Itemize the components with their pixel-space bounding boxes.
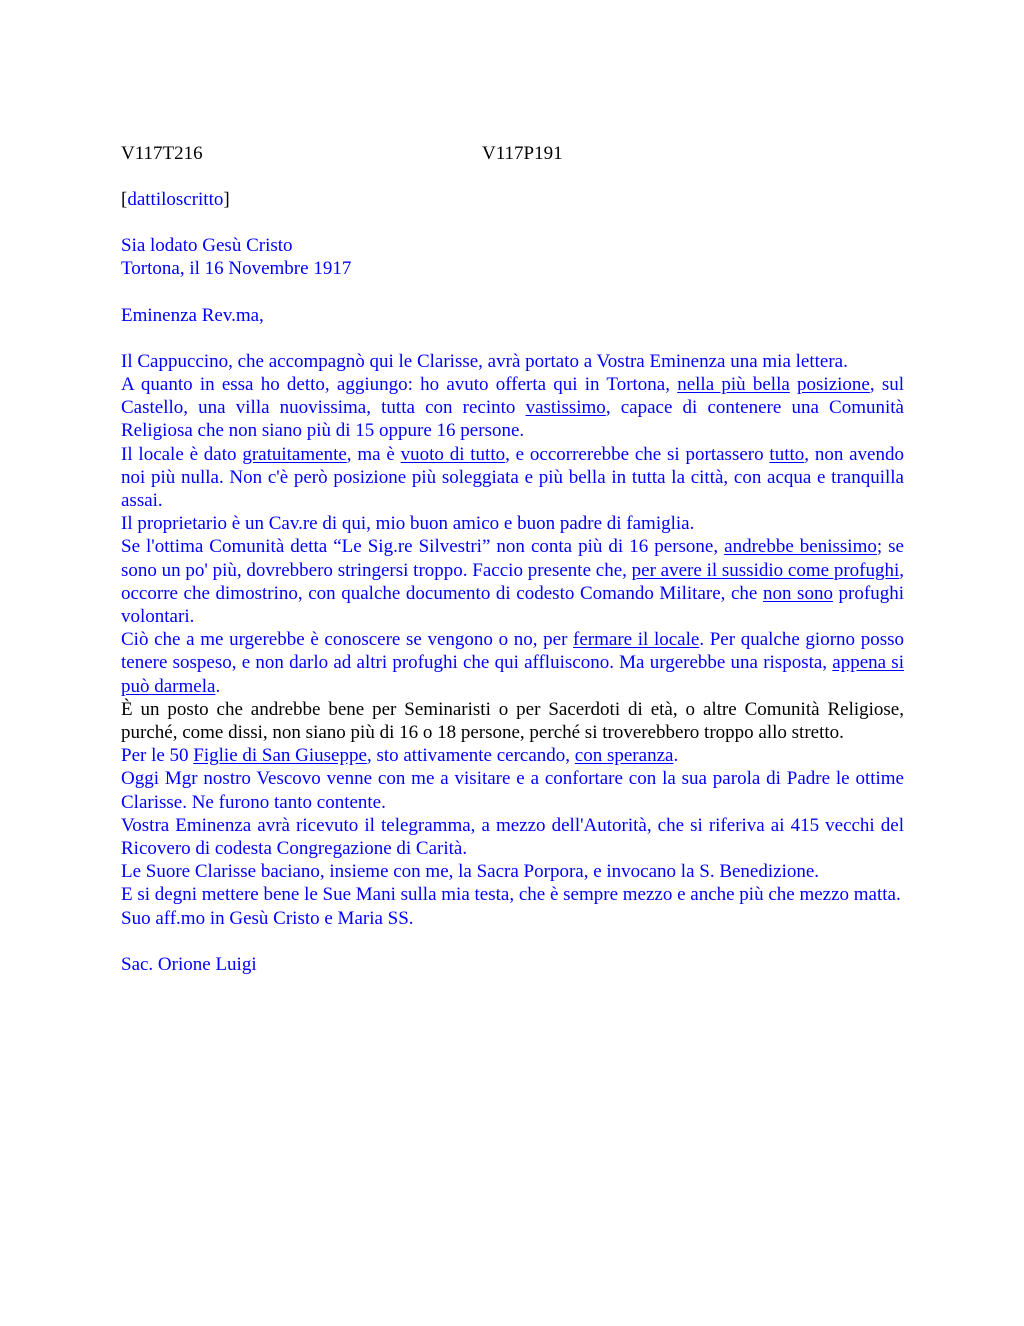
text-run: , sto attivamente cercando,	[366, 745, 575, 767]
underlined-text: andrebbe benissimo	[724, 536, 877, 558]
greeting: Eminenza Rev.ma,	[121, 304, 264, 326]
underlined-text: tutto	[769, 443, 805, 465]
place-date-line: Tortona, il 16 Novembre 1917	[121, 258, 352, 280]
underlined-text: vuoto di tutto	[400, 443, 506, 465]
paragraph-10: Vostra Eminenza avrà ricevuto il telegramma, a mezzo dell'Autorità, che si riferiva ai 415 vecchi del Ricovero di codesta Congregazione di Carità.	[121, 814, 904, 860]
note-close-bracket: ]	[223, 189, 230, 210]
paragraph-2	[121, 373, 904, 443]
text-run: profughi volontari.	[121, 582, 904, 628]
underlined-text: per avere il sussidio come profughi	[631, 559, 900, 581]
salutation-line: Sia lodato Gesù Cristo	[121, 235, 293, 257]
letter-heading	[121, 234, 904, 280]
note-open-bracket: [	[121, 189, 128, 210]
text-run: Per le 50	[121, 745, 194, 767]
underlined-text: con speranza	[574, 745, 674, 767]
paragraph-9: Oggi Mgr nostro Vescovo venne con me a visitare e a confortare con la sua parola di Padre le ottime Clarisse. Ne furono tanto contente.	[121, 768, 904, 813]
text-run: ; se sono un po' più, dovrebbero stringersi troppo. Faccio presente che,	[121, 536, 904, 581]
text-run: A quanto in essa ho detto, aggiungo: ho avuto offerta qui in Tortona,	[121, 374, 678, 396]
paragraph-1: Il Cappuccino, che accompagnò qui le Clarisse, avrà portato a Vostra Eminenza una mia lettera.	[121, 350, 848, 372]
text-run: , ma è	[346, 443, 401, 465]
underlined-text: appena si può darmela	[121, 652, 904, 697]
paragraph-7: È un posto che andrebbe bene per Seminaristi o per Sacerdoti di età, o altre Comunità Religiose, purché, come dissi, non siano più di 16 o 18 persone, perché si troverebbero troppo allo stretto.	[121, 698, 904, 744]
underlined-text: gratuitamente	[242, 443, 347, 465]
text-run: Il locale è dato	[121, 443, 243, 465]
document-codes	[121, 142, 904, 165]
underlined-text: fermare il locale	[573, 629, 700, 651]
underlined-text: vastissimo	[525, 397, 606, 419]
typescript-note	[121, 188, 904, 211]
underlined-text: posizione	[797, 374, 870, 396]
paragraph-4: Il proprietario è un Cav.re di qui, mio buon amico e buon padre di famiglia.	[121, 513, 695, 535]
closing-line: Suo aff.mo in Gesù Cristo e Maria SS.	[121, 907, 414, 929]
paragraph-5	[121, 535, 904, 628]
paragraph-6	[121, 628, 904, 698]
text-run: , occorre che dimostrino, con qualche documento di codesto Comando Militare, che	[121, 559, 904, 604]
text-run: Ciò che a me urgerebbe è conoscere se vengono o no, per	[121, 629, 574, 651]
text-run: , sul Castello, una villa nuovissima, tutta con recinto	[121, 374, 905, 419]
text-run	[790, 374, 797, 395]
text-run: . Per qualche giorno posso tenere sospeso, e non darlo ad altri profughi che qui affluiscono. Ma urgerebbe una risposta,	[121, 629, 904, 674]
text-run: Se l'ottima Comunità detta “Le Sig.re Silvestri” non conta più di 16 persone,	[121, 536, 725, 558]
underlined-text: non sono	[762, 582, 833, 604]
text-run: .	[215, 675, 221, 697]
underlined-text: Figlie di San Giuseppe	[193, 745, 367, 767]
paragraph-12: E si degni mettere bene le Sue Mani sulla mia testa, che è sempre mezzo e anche più che mezzo matta.	[121, 884, 901, 906]
text-run: .	[673, 745, 679, 767]
paragraph-11: Le Suore Clarisse baciano, insieme con me, la Sacra Porpora, e invocano la S. Benedizione.	[121, 861, 820, 883]
signature: Sac. Orione Luigi	[121, 953, 257, 975]
note-text: dattiloscritto	[127, 189, 224, 210]
text-run: , non avendo noi più nulla. Non c'è però posizione più soleggiata e più bella in tutta la città, con acqua e tranquilla assai.	[121, 443, 904, 512]
paragraph-3	[121, 443, 904, 513]
letter-body	[121, 350, 904, 930]
paragraph-8	[121, 744, 904, 767]
underlined-text: nella più bella	[677, 374, 790, 396]
volume-code-right: V117P191	[482, 143, 563, 164]
volume-code-left: V117T216	[121, 143, 203, 164]
document-page	[121, 142, 904, 976]
text-run: , e occorrerebbe che si portassero	[505, 443, 770, 465]
text-run: , capace di contenere una Comunità Religiosa che non siano più di 15 oppure 16 persone.	[121, 397, 904, 442]
